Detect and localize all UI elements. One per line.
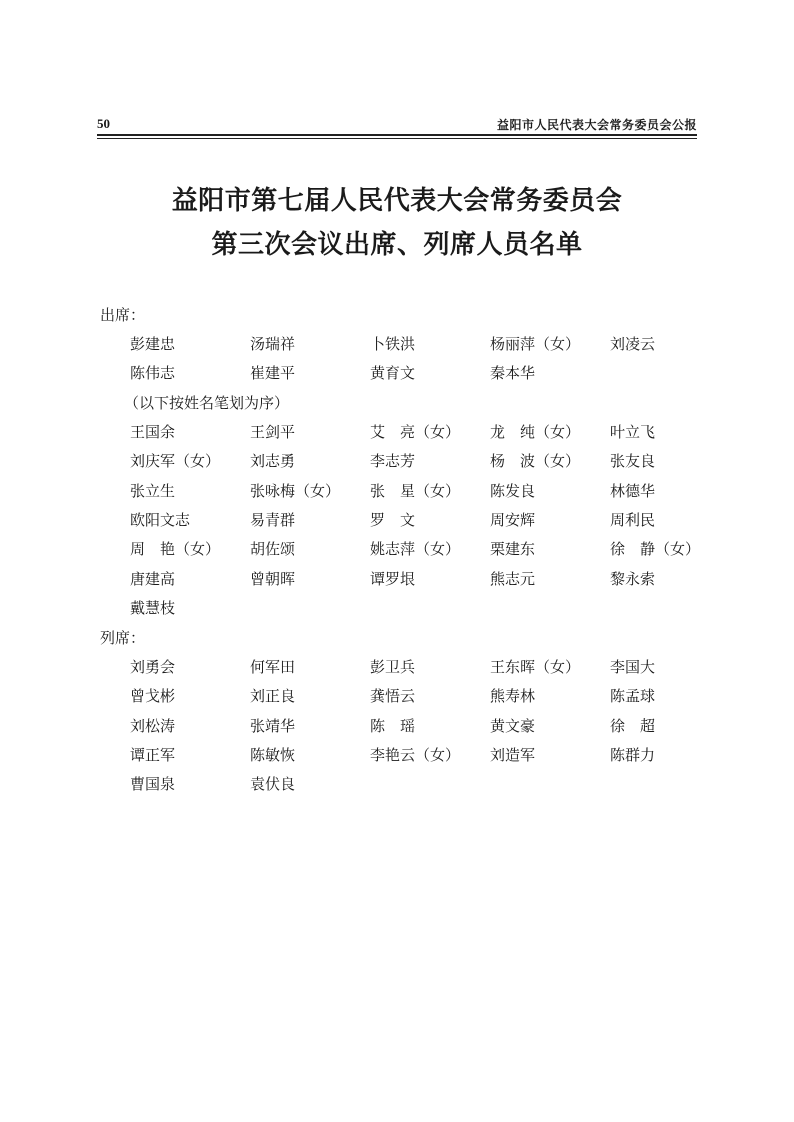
person-name: 王东晖（女） <box>490 658 581 676</box>
name-row <box>0 685 794 709</box>
person-name: 张靖华 <box>250 716 296 735</box>
ordering-note: （以下按姓名笔划为序） <box>124 394 290 412</box>
person-name: 陈 瑶 <box>370 716 416 735</box>
person-name: 谭罗垠 <box>370 569 416 588</box>
person-name: 陈群力 <box>610 745 656 764</box>
journal-title: 益阳市人民代表大会常务委员会公报 <box>496 118 697 132</box>
person-name: 刘造军 <box>490 745 536 764</box>
name-row <box>0 568 794 592</box>
person-name: 张立生 <box>130 481 176 500</box>
name-row <box>0 509 794 533</box>
person-name: 杨 波（女） <box>490 452 581 471</box>
person-name: 秦本华 <box>490 364 536 383</box>
person-name: 龙 纯（女） <box>490 423 581 441</box>
person-name: 艾 亮（女） <box>370 423 461 441</box>
name-row <box>0 715 794 739</box>
person-name: 熊寿林 <box>490 687 536 706</box>
person-name: 陈伟志 <box>130 364 176 383</box>
name-row <box>0 597 794 621</box>
person-name: 张 星（女） <box>370 481 461 500</box>
person-name: 何军田 <box>250 658 296 676</box>
person-name: 黄文豪 <box>490 716 536 735</box>
person-name: 李志芳 <box>370 452 416 471</box>
person-name: 罗 文 <box>370 510 416 529</box>
name-row <box>0 450 794 474</box>
attendees-label: 出席： <box>100 306 146 324</box>
person-name: 王剑平 <box>250 423 296 441</box>
page-header <box>97 112 697 136</box>
person-name: 陈发良 <box>490 481 536 500</box>
person-name: 张友良 <box>610 452 656 471</box>
name-row <box>0 333 794 357</box>
person-name: 叶立飞 <box>610 423 656 441</box>
name-row <box>0 744 794 768</box>
person-name: 徐 静（女） <box>610 540 701 559</box>
observers-label: 列席： <box>100 629 146 647</box>
person-name: 刘松涛 <box>130 716 176 735</box>
person-name: 刘志勇 <box>250 452 296 471</box>
document-title-line2: 第三次会议出席、列席人员名单 <box>211 230 583 260</box>
person-name: 卜铁洪 <box>370 335 416 353</box>
person-name: 胡佐颂 <box>250 540 296 559</box>
name-row <box>0 656 794 680</box>
header-rule-thin <box>97 138 697 139</box>
person-name: 唐建高 <box>130 569 176 588</box>
name-row <box>0 362 794 386</box>
person-name: 栗建东 <box>490 540 536 559</box>
person-name: 谭正军 <box>130 745 176 764</box>
name-row <box>0 538 794 562</box>
person-name: 林德华 <box>610 481 656 500</box>
person-name: 张咏梅（女） <box>250 481 341 500</box>
person-name: 刘勇会 <box>130 658 176 676</box>
person-name: 汤瑞祥 <box>250 335 296 353</box>
person-name: 陈敏恢 <box>250 745 296 764</box>
person-name: 戴慧枝 <box>130 598 176 617</box>
header-rule-thick <box>97 134 697 136</box>
document-title-line1: 益阳市第七届人民代表大会常务委员会 <box>171 186 623 216</box>
person-name: 龚悟云 <box>370 687 416 706</box>
person-name: 刘庆军（女） <box>130 452 221 471</box>
person-name: 曾戈彬 <box>130 687 176 706</box>
person-name: 陈孟球 <box>610 687 656 706</box>
person-name: 欧阳文志 <box>130 510 191 529</box>
name-row <box>0 480 794 504</box>
person-name: 周安辉 <box>490 510 536 529</box>
name-row <box>0 421 794 445</box>
person-name: 姚志萍（女） <box>370 540 461 559</box>
name-row <box>0 773 794 797</box>
person-name: 熊志元 <box>490 569 536 588</box>
person-name: 曾朝晖 <box>250 569 296 588</box>
person-name: 袁伏良 <box>250 775 296 794</box>
page-number: 50 <box>97 116 110 131</box>
person-name: 刘正良 <box>250 687 296 706</box>
person-name: 刘凌云 <box>610 335 656 353</box>
person-name: 黄育文 <box>370 364 416 383</box>
person-name: 曹国泉 <box>130 775 176 794</box>
person-name: 李国大 <box>610 658 656 676</box>
person-name: 黎永索 <box>610 569 656 588</box>
person-name: 彭卫兵 <box>370 658 416 676</box>
person-name: 周利民 <box>610 510 656 529</box>
person-name: 王国余 <box>130 423 176 441</box>
person-name: 李艳云（女） <box>370 745 461 764</box>
person-name: 周 艳（女） <box>130 540 221 559</box>
person-name: 杨丽萍（女） <box>490 335 581 353</box>
person-name: 徐 超 <box>610 716 656 735</box>
person-name: 易青群 <box>250 510 296 529</box>
person-name: 彭建忠 <box>130 335 176 353</box>
person-name: 崔建平 <box>250 364 296 383</box>
